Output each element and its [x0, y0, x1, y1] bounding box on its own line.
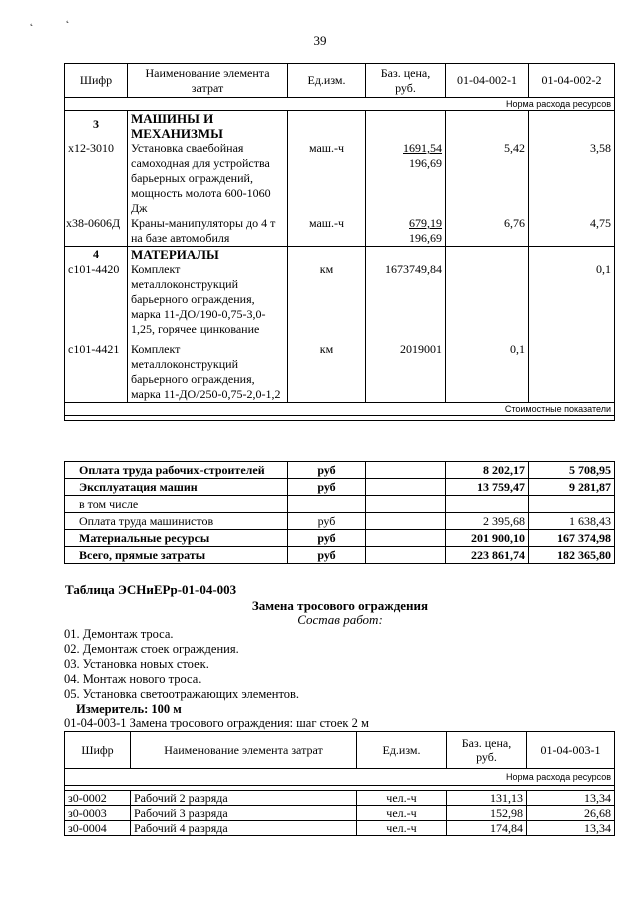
total-price — [366, 462, 446, 479]
header-price: Баз. цена, руб. — [447, 732, 527, 769]
resource-unit: чел.-ч — [357, 791, 447, 806]
header-price: Баз. цена, руб. — [366, 64, 446, 98]
total-value-2: 182 365,80 — [529, 547, 615, 564]
resource-unit: чел.-ч — [357, 821, 447, 836]
resource-code: х12-3010 — [65, 141, 128, 216]
resource-price: 131,13 — [447, 791, 527, 806]
section-heading: Замена тросового ограждения — [251, 598, 429, 613]
resource-price: 1673749,84 — [366, 262, 446, 337]
total-value-2 — [529, 496, 615, 513]
total-value-2: 167 374,98 — [529, 530, 615, 547]
total-value-1: 8 202,17 — [446, 462, 529, 479]
resource-table-1 — [64, 63, 615, 421]
resource-price: 2019001 — [366, 337, 446, 403]
total-label: Материальные ресурсы — [65, 530, 288, 547]
work-step: 03. Установка новых стоек. — [64, 657, 209, 671]
work-step: 01. Демонтаж троса. — [64, 627, 174, 641]
total-row — [65, 462, 615, 479]
resource-name: Краны-манипуляторы до 4 т на базе автомобиля — [128, 216, 288, 247]
resource-unit: маш.-ч — [288, 216, 366, 247]
total-label: Оплата труда машинистов — [65, 513, 288, 530]
total-price — [366, 479, 446, 496]
resource-price: 174,84 — [447, 821, 527, 836]
total-value-2: 1 638,43 — [529, 513, 615, 530]
total-unit: руб — [288, 530, 366, 547]
total-value-1: 2 395,68 — [446, 513, 529, 530]
section-title: МАТЕРИАЛЫ — [128, 247, 288, 263]
total-value-2: 9 281,87 — [529, 479, 615, 496]
resource-code: з0-0004 — [65, 821, 131, 836]
total-price — [366, 513, 446, 530]
header-unit: Ед.изм. — [357, 732, 447, 769]
resource-price: 152,98 — [447, 806, 527, 821]
total-label: Всего, прямые затраты — [65, 547, 288, 564]
price-wage: 196,69 — [409, 231, 442, 245]
header-code: Шифр — [65, 732, 131, 769]
work-step: 05. Установка светоотражающих элементов. — [64, 687, 300, 701]
norm-value-1: 0,1 — [446, 337, 529, 403]
norm-value-1: 6,76 — [446, 216, 529, 247]
norm-value-1: 13,34 — [527, 791, 615, 806]
header-name: Наименование элемента затрат — [131, 732, 357, 769]
resource-code: х38-0606Д — [65, 216, 128, 247]
total-unit: руб — [288, 462, 366, 479]
table-row — [65, 806, 615, 821]
norm-value-2: 4,75 — [529, 216, 615, 247]
total-label: Эксплуатация машин — [65, 479, 288, 496]
resource-name: Комплект металлоконструкций барьерного ограждения, марка 11-ДО/250-0,75-2,0-1,2 — [128, 337, 288, 403]
resource-name: Рабочий 3 разряда — [131, 806, 357, 821]
table-title: Таблица ЭСНиЕРр-01-04-003 — [65, 582, 237, 597]
total-row — [65, 496, 615, 513]
total-label: в том числе — [65, 496, 288, 513]
total-price — [366, 547, 446, 564]
resource-code: з0-0002 — [65, 791, 131, 806]
resource-name: Комплект металлоконструкций барьерного ограждения, марка 11-ДО/190-0,75-3,0-1,25, горячее цинкование — [128, 262, 288, 337]
total-value-1: 223 861,74 — [446, 547, 529, 564]
total-value-1: 13 759,47 — [446, 479, 529, 496]
resource-unit: чел.-ч — [357, 806, 447, 821]
resource-code: с101-4420 — [65, 262, 128, 337]
page-number: 39 — [313, 33, 327, 48]
total-price — [366, 530, 446, 547]
meter-label: Измеритель: 100 м — [76, 702, 182, 716]
resource-unit: км — [288, 262, 366, 337]
norm-value-2: 0,1 — [529, 262, 615, 337]
total-value-1: 201 900,10 — [446, 530, 529, 547]
total-unit — [288, 496, 366, 513]
resource-unit: км — [288, 337, 366, 403]
norm-value-2: 3,58 — [529, 141, 615, 216]
total-unit: руб — [288, 513, 366, 530]
total-unit: руб — [288, 479, 366, 496]
header-code: Шифр — [65, 64, 128, 98]
total-row — [65, 530, 615, 547]
scan-mark-1: ˛ — [30, 16, 34, 27]
section-title: МАШИНЫ И МЕХАНИЗМЫ — [128, 111, 288, 142]
total-value-1 — [446, 496, 529, 513]
resource-name: Рабочий 2 разряда — [131, 791, 357, 806]
header-name: Наименование элемента затрат — [128, 64, 288, 98]
cost-row: Стоимостные показатели — [65, 403, 615, 416]
resource-name: Рабочий 4 разряда — [131, 821, 357, 836]
header-unit: Ед.изм. — [288, 64, 366, 98]
table-row — [65, 821, 615, 836]
norm-value-1 — [446, 262, 529, 337]
header-col1: 01-04-003-1 — [527, 732, 615, 769]
work-step: 04. Монтаж нового троса. — [64, 672, 202, 686]
scan-mark-2: ˛ — [66, 13, 70, 24]
price-total: 679,19 — [409, 216, 442, 230]
total-label: Оплата труда рабочих-строителей — [65, 462, 288, 479]
resource-code: з0-0003 — [65, 806, 131, 821]
total-row — [65, 513, 615, 530]
resource-unit: маш.-ч — [288, 141, 366, 216]
header-col2: 01-04-002-2 — [529, 64, 615, 98]
norm-value-1: 13,34 — [527, 821, 615, 836]
header-col1: 01-04-002-1 — [446, 64, 529, 98]
work-step: 02. Демонтаж стоек ограждения. — [64, 642, 239, 656]
price-total: 1691,54 — [403, 141, 442, 155]
section-number: 3 — [65, 111, 128, 142]
total-value-2: 5 708,95 — [529, 462, 615, 479]
table-row — [65, 791, 615, 806]
resource-name: Установка сваебойная самоходная для устройства барьерных ограждений, мощность молота 600-1060 Дж — [128, 141, 288, 216]
total-price — [366, 496, 446, 513]
section-subheading: Состав работ: — [297, 612, 383, 627]
resource-table-2 — [64, 731, 615, 836]
norm-value-1: 5,42 — [446, 141, 529, 216]
table-caption: 01-04-003-1 Замена тросового ограждения: шаг стоек 2 м — [64, 716, 369, 730]
resource-code: с101-4421 — [65, 337, 128, 403]
norm-value-2 — [529, 337, 615, 403]
norm-row: Норма расхода ресурсов — [65, 98, 615, 111]
norm-row: Норма расхода ресурсов — [65, 769, 615, 786]
total-unit: руб — [288, 547, 366, 564]
total-row — [65, 547, 615, 564]
total-row — [65, 479, 615, 496]
section-number: 4 — [65, 247, 128, 263]
norm-value-1: 26,68 — [527, 806, 615, 821]
price-wage: 196,69 — [409, 156, 442, 170]
cost-totals-table — [64, 461, 615, 564]
